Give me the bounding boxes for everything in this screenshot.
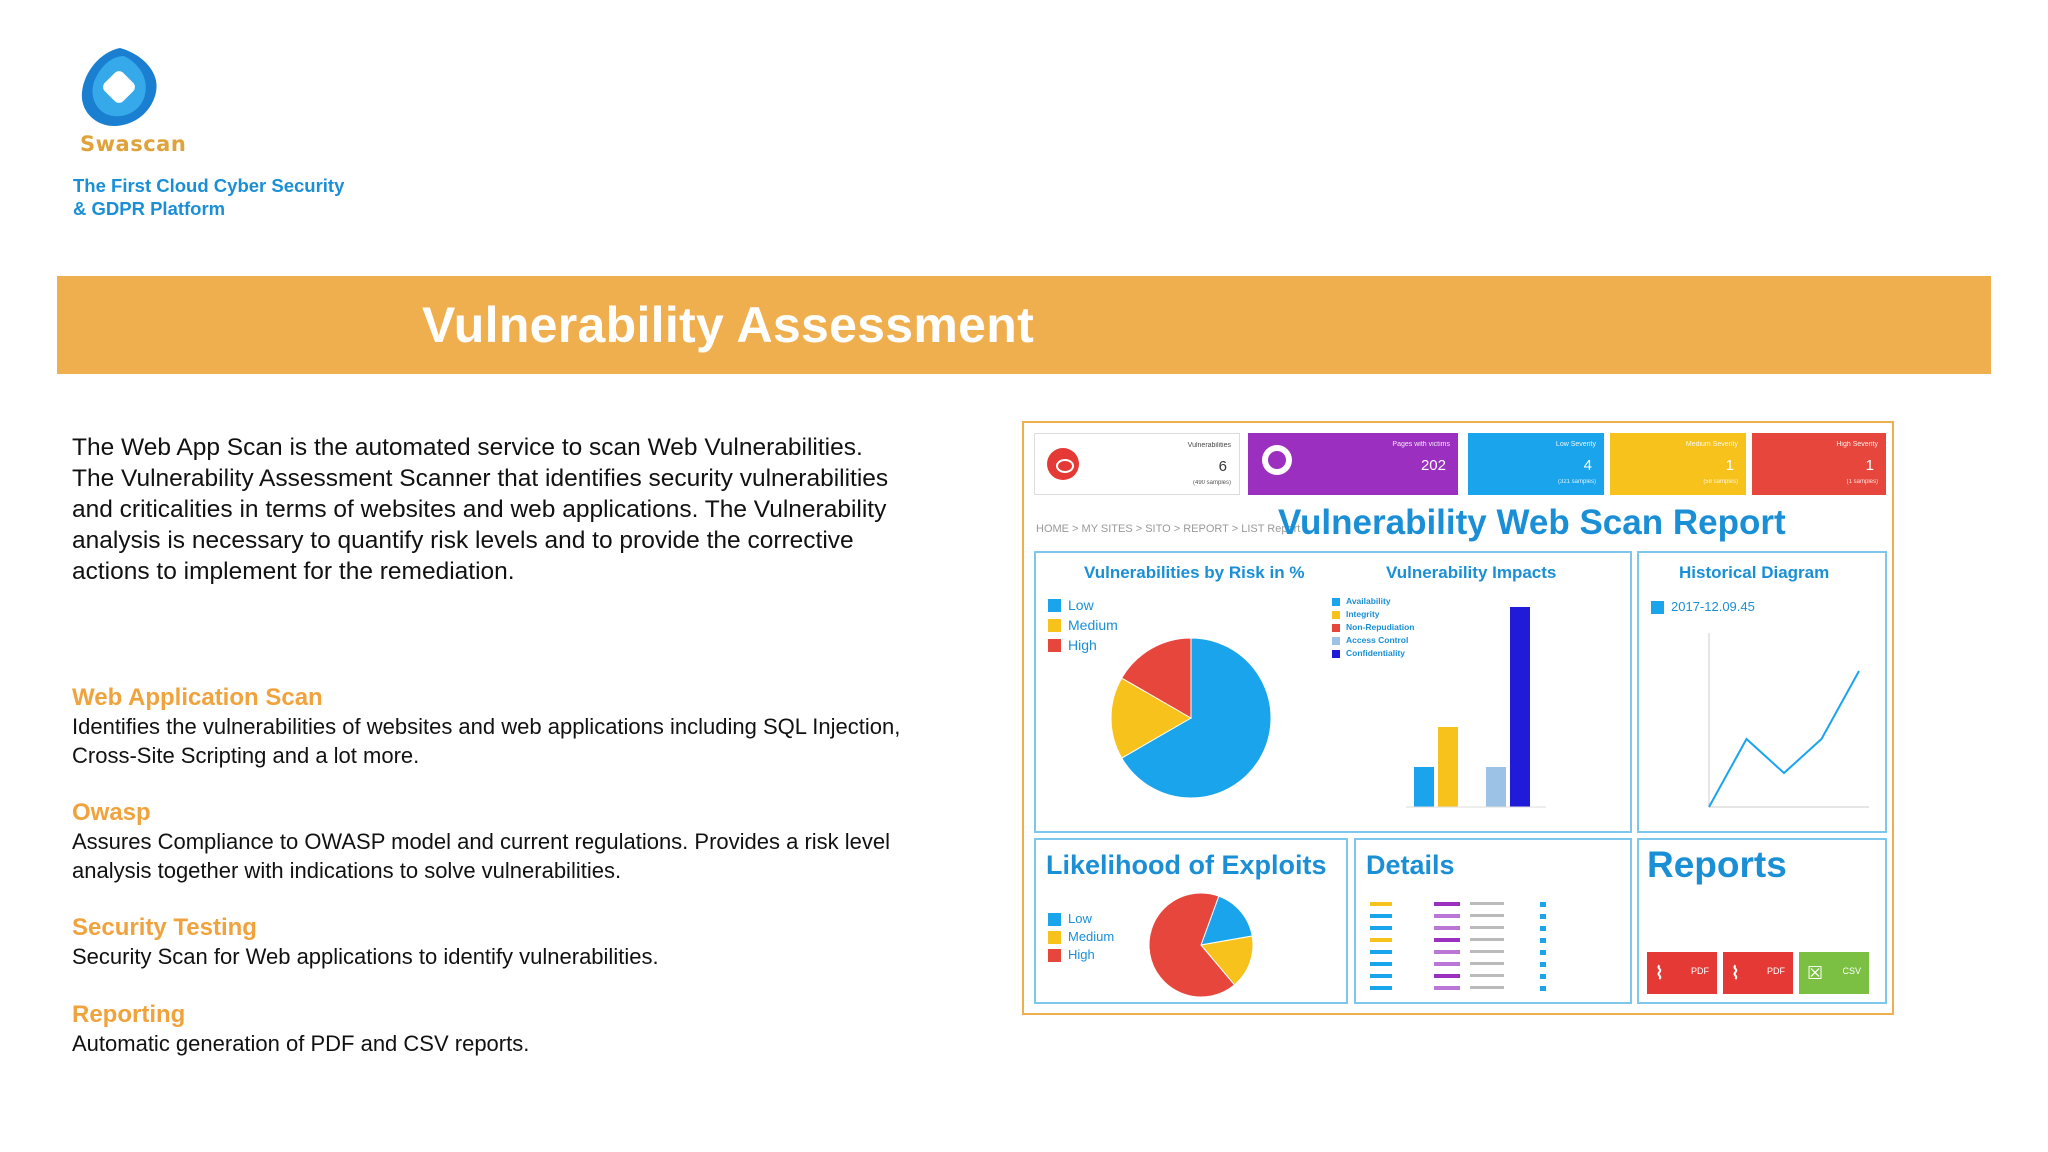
report-title: Vulnerability Web Scan Report bbox=[1278, 503, 1786, 542]
card-high-severity bbox=[1752, 433, 1886, 495]
legend-label: Medium bbox=[1068, 929, 1115, 944]
legend-swatch bbox=[1048, 639, 1061, 652]
legend-swatch bbox=[1332, 598, 1340, 606]
feature-text: Automatic generation of PDF and CSV reports. bbox=[72, 1031, 530, 1056]
detail-row-status bbox=[1540, 950, 1546, 955]
pdf-icon: ⌇ bbox=[1731, 963, 1740, 983]
detail-row-severity bbox=[1370, 974, 1392, 978]
detail-row-severity bbox=[1370, 986, 1392, 990]
detail-row-severity bbox=[1370, 926, 1392, 930]
detail-row-text bbox=[1470, 914, 1504, 917]
legend-swatch bbox=[1048, 619, 1061, 632]
legend-item-access-control bbox=[1332, 634, 1414, 647]
feature-title: Reporting bbox=[72, 1001, 186, 1028]
detail-row-text bbox=[1470, 938, 1504, 941]
detail-row-type bbox=[1434, 914, 1460, 918]
card-medium-severity bbox=[1610, 433, 1746, 495]
legend-item-non-repudiation bbox=[1332, 621, 1414, 634]
legend-item-run bbox=[1651, 597, 1755, 617]
legend-swatch bbox=[1332, 624, 1340, 632]
legend-item-medium bbox=[1048, 928, 1114, 946]
pdf-report-button[interactable] bbox=[1647, 952, 1717, 994]
impacts-chart-title: Vulnerability Impacts bbox=[1386, 563, 1557, 582]
card-value: 1 bbox=[1865, 457, 1874, 474]
card-label: Vulnerabilities bbox=[1187, 442, 1231, 449]
feature-text: Identifies the vulnerabilities of websites and web applications including SQL Injection, Cross-Site Scripting and a lot more. bbox=[72, 714, 901, 768]
card-sub: (321 samples) bbox=[1557, 479, 1596, 485]
title-banner bbox=[57, 276, 1991, 374]
eye-icon bbox=[1047, 448, 1079, 480]
feature-owasp bbox=[72, 799, 902, 885]
card-pages-with-victims bbox=[1248, 433, 1458, 495]
button-label: PDF bbox=[1691, 966, 1709, 976]
detail-row-severity bbox=[1370, 962, 1392, 966]
card-sub: (490 samples) bbox=[1192, 480, 1231, 486]
legend-label: Medium bbox=[1068, 617, 1118, 633]
legend-item-availability bbox=[1332, 595, 1414, 608]
detail-row-severity bbox=[1370, 902, 1392, 906]
detail-row-type bbox=[1434, 950, 1460, 954]
card-sub: (58 samples) bbox=[1703, 479, 1738, 485]
legend-label: Access Control bbox=[1346, 635, 1409, 645]
detail-row-text bbox=[1470, 926, 1504, 929]
legend-swatch bbox=[1048, 599, 1061, 612]
detail-row-text bbox=[1470, 902, 1504, 905]
detail-row-text bbox=[1470, 950, 1504, 953]
risk-chart-title: Vulnerabilities by Risk in % bbox=[1084, 563, 1305, 582]
detail-row-severity bbox=[1370, 938, 1392, 942]
series-line-historical bbox=[1709, 671, 1859, 807]
detail-row-text bbox=[1470, 974, 1504, 977]
legend-label: Confidentiality bbox=[1346, 648, 1406, 658]
detail-row-severity bbox=[1370, 950, 1392, 954]
detail-row-type bbox=[1434, 986, 1460, 990]
pdf-report-button-2[interactable] bbox=[1723, 952, 1793, 994]
panel-historical bbox=[1637, 551, 1887, 833]
card-value: 4 bbox=[1583, 457, 1592, 474]
tagline bbox=[73, 174, 344, 220]
bar-access-control bbox=[1486, 767, 1506, 807]
logo-wordmark: Swascan bbox=[80, 132, 187, 156]
detail-row-status bbox=[1540, 914, 1546, 919]
historical-legend bbox=[1651, 597, 1755, 617]
globe-icon bbox=[1262, 445, 1292, 475]
legend-item-integrity bbox=[1332, 608, 1414, 621]
detail-row-status bbox=[1540, 902, 1546, 907]
detail-row-severity bbox=[1370, 914, 1392, 918]
detail-row-type bbox=[1434, 902, 1460, 906]
historical-line-chart bbox=[1699, 623, 1879, 823]
legend-swatch bbox=[1332, 650, 1340, 658]
feature-web-application-scan bbox=[72, 684, 902, 770]
reports-title: Reports bbox=[1647, 844, 1787, 885]
button-label: CSV bbox=[1842, 966, 1861, 976]
bar-confidentiality bbox=[1510, 607, 1530, 807]
detail-row-status bbox=[1540, 986, 1546, 991]
legend-label: Low bbox=[1068, 597, 1094, 613]
pdf-icon: ⌇ bbox=[1655, 963, 1664, 983]
risk-pie-chart bbox=[1106, 633, 1276, 803]
bar-availability bbox=[1414, 767, 1434, 807]
detail-row-status bbox=[1540, 962, 1546, 967]
card-value: 6 bbox=[1218, 458, 1227, 475]
legend-swatch bbox=[1651, 601, 1664, 614]
likelihood-title: Likelihood of Exploits bbox=[1046, 850, 1327, 880]
legend-item-low bbox=[1048, 595, 1118, 615]
card-label: Low Severity bbox=[1555, 441, 1596, 448]
panel-risk-impacts bbox=[1034, 551, 1632, 833]
dashboard-screenshot bbox=[1022, 421, 1894, 1015]
card-low-severity bbox=[1468, 433, 1604, 495]
detail-row-type bbox=[1434, 926, 1460, 930]
detail-row-status bbox=[1540, 926, 1546, 931]
impacts-legend bbox=[1332, 595, 1414, 660]
details-title: Details bbox=[1366, 850, 1455, 880]
legend-label: Integrity bbox=[1346, 609, 1380, 619]
bar-integrity bbox=[1438, 727, 1458, 807]
card-vulnerabilities bbox=[1034, 433, 1240, 495]
panel-details bbox=[1354, 838, 1632, 1004]
legend-swatch bbox=[1332, 611, 1340, 619]
card-sub: (1 samples) bbox=[1846, 479, 1878, 485]
historical-title: Historical Diagram bbox=[1679, 563, 1830, 582]
legend-label: Low bbox=[1068, 911, 1092, 926]
detail-row-text bbox=[1470, 962, 1504, 965]
csv-report-button[interactable] bbox=[1799, 952, 1869, 994]
details-table bbox=[1370, 892, 1620, 997]
panel-reports bbox=[1637, 838, 1887, 1004]
card-value: 1 bbox=[1725, 457, 1734, 474]
detail-row-type bbox=[1434, 938, 1460, 942]
feature-title: Owasp bbox=[72, 799, 151, 826]
page-title: Vulnerability Assessment bbox=[422, 297, 1035, 353]
legend-label: High bbox=[1068, 637, 1097, 653]
feature-text: Assures Compliance to OWASP model and current regulations. Provides a risk level analysis together with indications to solve vulnerabilities. bbox=[72, 829, 891, 883]
breadcrumb: HOME > MY SITES > SITO > REPORT > LIST Report bbox=[1036, 523, 1301, 535]
legend-item-confidentiality bbox=[1332, 647, 1414, 660]
detail-row-text bbox=[1470, 986, 1504, 989]
card-label: High Severity bbox=[1836, 441, 1878, 448]
legend-label: High bbox=[1068, 947, 1095, 962]
legend-swatch bbox=[1048, 913, 1061, 926]
legend-label: 2017-12.09.45 bbox=[1671, 599, 1755, 614]
impacts-bar-chart bbox=[1406, 593, 1606, 829]
feature-reporting bbox=[72, 1001, 902, 1058]
detail-row-type bbox=[1434, 974, 1460, 978]
card-label: Pages with victims bbox=[1392, 441, 1450, 448]
detail-row-status bbox=[1540, 938, 1546, 943]
swascan-logo bbox=[72, 46, 172, 132]
legend-item-high bbox=[1048, 946, 1114, 964]
detail-row-status bbox=[1540, 974, 1546, 979]
legend-label: Non-Repudiation bbox=[1346, 622, 1415, 632]
likelihood-pie-chart bbox=[1146, 890, 1256, 1000]
legend-swatch bbox=[1332, 637, 1340, 645]
intro-paragraph: The Web App Scan is the automated service to scan Web Vulnerabilities. The Vulnerability Assessment Scanner that identifies security vulnerabilities and criticalities in terms of websites and web applications. The Vulnerability analysis is necessary to quantify risk levels and to provide the corrective actions to implement for the remediation. bbox=[72, 434, 889, 585]
likelihood-legend bbox=[1048, 910, 1114, 964]
button-label: PDF bbox=[1767, 966, 1785, 976]
feature-title: Web Application Scan bbox=[72, 684, 323, 711]
card-value: 202 bbox=[1420, 457, 1446, 474]
legend-label: Availability bbox=[1346, 596, 1391, 606]
feature-security-testing bbox=[72, 914, 902, 971]
card-label: Medium Severity bbox=[1685, 441, 1738, 448]
feature-text: Security Scan for Web applications to identify vulnerabilities. bbox=[72, 944, 659, 969]
legend-swatch bbox=[1048, 931, 1061, 944]
legend-swatch bbox=[1048, 949, 1061, 962]
tagline-line-1: The First Cloud Cyber Security bbox=[73, 175, 345, 196]
legend-item-medium bbox=[1048, 615, 1118, 635]
legend-item-low bbox=[1048, 910, 1114, 928]
feature-title: Security Testing bbox=[72, 914, 257, 941]
tagline-line-2: & GDPR Platform bbox=[73, 198, 226, 219]
panel-likelihood bbox=[1034, 838, 1348, 1004]
csv-icon: ☒ bbox=[1807, 963, 1824, 983]
detail-row-type bbox=[1434, 962, 1460, 966]
